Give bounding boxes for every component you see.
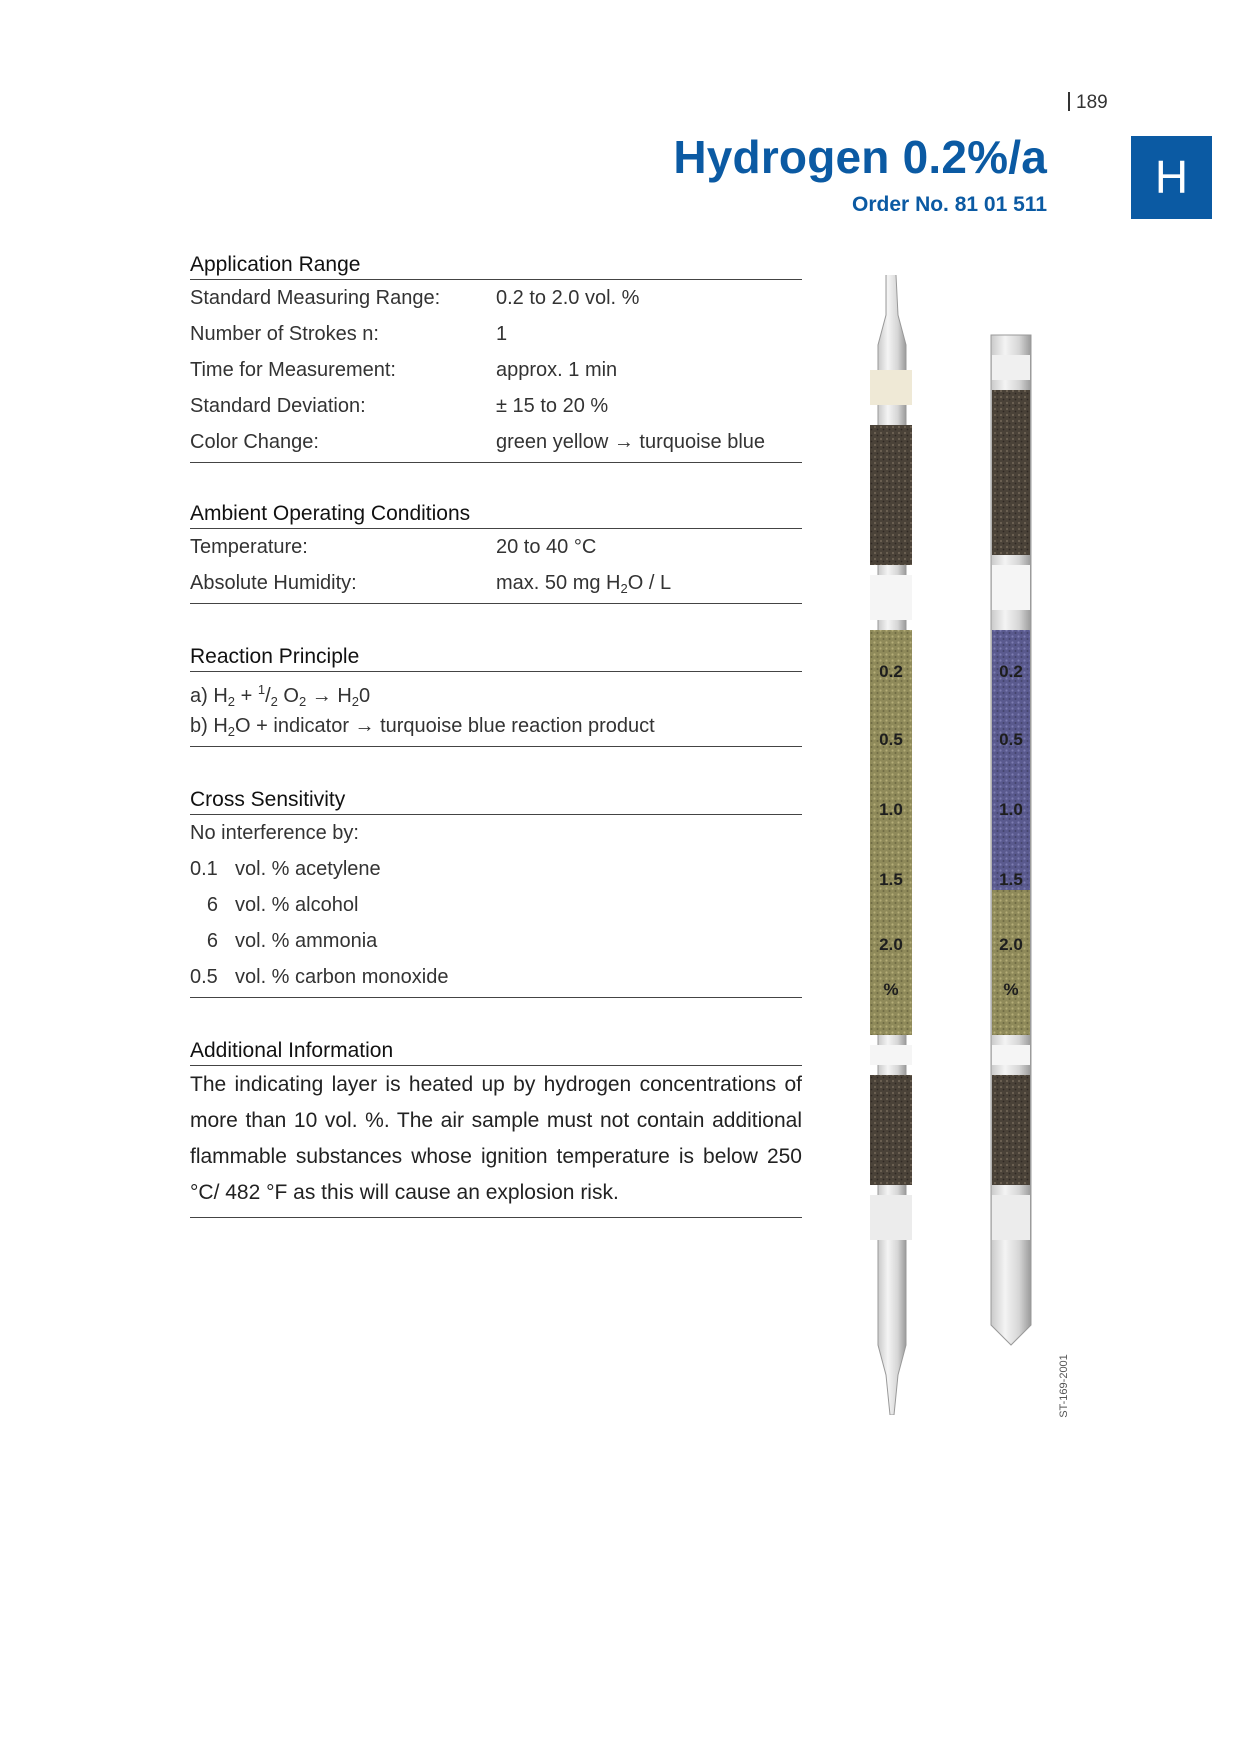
scale-label: %	[1003, 980, 1019, 999]
application-range-section	[190, 250, 802, 463]
application-range-row: Time for Measurement: approx. 1 min	[190, 359, 618, 381]
section-heading: Application Range	[190, 250, 802, 280]
scale-label: %	[883, 980, 899, 999]
scale-label: 0.5	[879, 730, 903, 749]
scale-label: 2.0	[999, 935, 1023, 954]
detector-tubes-image	[855, 275, 1070, 1415]
additional-text: The indicating layer is heated up by hydrogen concentrations of more than 10 vol. %. The air sample must not contain additional flammable substances whose ignition temperature is below 250 °C/ 482 °F as this will cause an explosion risk.	[190, 1073, 802, 1204]
reaction-principle-section	[190, 642, 802, 747]
scale-label: 1.5	[999, 870, 1023, 889]
section-heading: Ambient Operating Conditions	[190, 499, 802, 529]
tube-used	[991, 335, 1031, 1345]
ambient-conditions-section	[190, 499, 802, 604]
image-credit: ST-169-2001	[1057, 1354, 1070, 1418]
reaction-line-b: b) $H_2O$ + indicator → turquoise blue reaction product	[190, 715, 655, 739]
section-heading: Cross Sensitivity	[190, 785, 802, 815]
page-title: Hydrogen 0.2%/a	[673, 131, 1047, 183]
cross-sensitivity-item: 6 vol. % alcohol	[206, 894, 359, 916]
application-range-row: Standard Measuring Range: 0.2 to 2.0 vol. %	[190, 287, 640, 309]
index-tab[interactable]: H	[1131, 136, 1212, 219]
cross-sensitivity-item: 6 vol. % ammonia	[206, 930, 378, 952]
scale-label: 0.2	[879, 662, 903, 681]
temperature-row: Temperature: 20 to 40 °C	[190, 536, 597, 558]
section-heading: Additional Information	[190, 1036, 802, 1066]
application-range-row: Standard Deviation: ± 15 to 20 %	[190, 395, 609, 417]
humidity-row: Absolute Humidity: max. 50 mg $H_2O$ / L	[190, 572, 672, 596]
scale-label: 2.0	[879, 935, 903, 954]
order-number: Order No. 81 01 511	[852, 193, 1047, 216]
cross-sensitivity-item: 0.5 vol. % carbon monoxide	[190, 966, 449, 988]
application-range-rows	[190, 280, 802, 463]
section-heading: Reaction Principle	[190, 642, 802, 672]
scale-label: 0.5	[999, 730, 1023, 749]
page-number: 189	[1068, 92, 1108, 114]
application-range-row: Color Change: green yellow → turquoise blue	[190, 431, 766, 453]
scale-label: 1.0	[999, 800, 1023, 819]
additional-information-section	[190, 1036, 802, 1218]
scale-label: 1.0	[879, 800, 903, 819]
cross-intro: No interference by:	[190, 822, 359, 844]
cross-sensitivity-section	[190, 785, 802, 998]
scale-label: 1.5	[879, 870, 903, 889]
cross-sensitivity-item: 0.1 vol. % acetylene	[190, 858, 381, 880]
scale-label: 0.2	[999, 662, 1023, 681]
application-range-row: Number of Strokes n: 1	[190, 323, 508, 345]
reaction-line-a: a) $H_2 + ^1/_2$ $O_2 \to H_20$	[190, 682, 371, 709]
tube-unused	[870, 275, 912, 1415]
